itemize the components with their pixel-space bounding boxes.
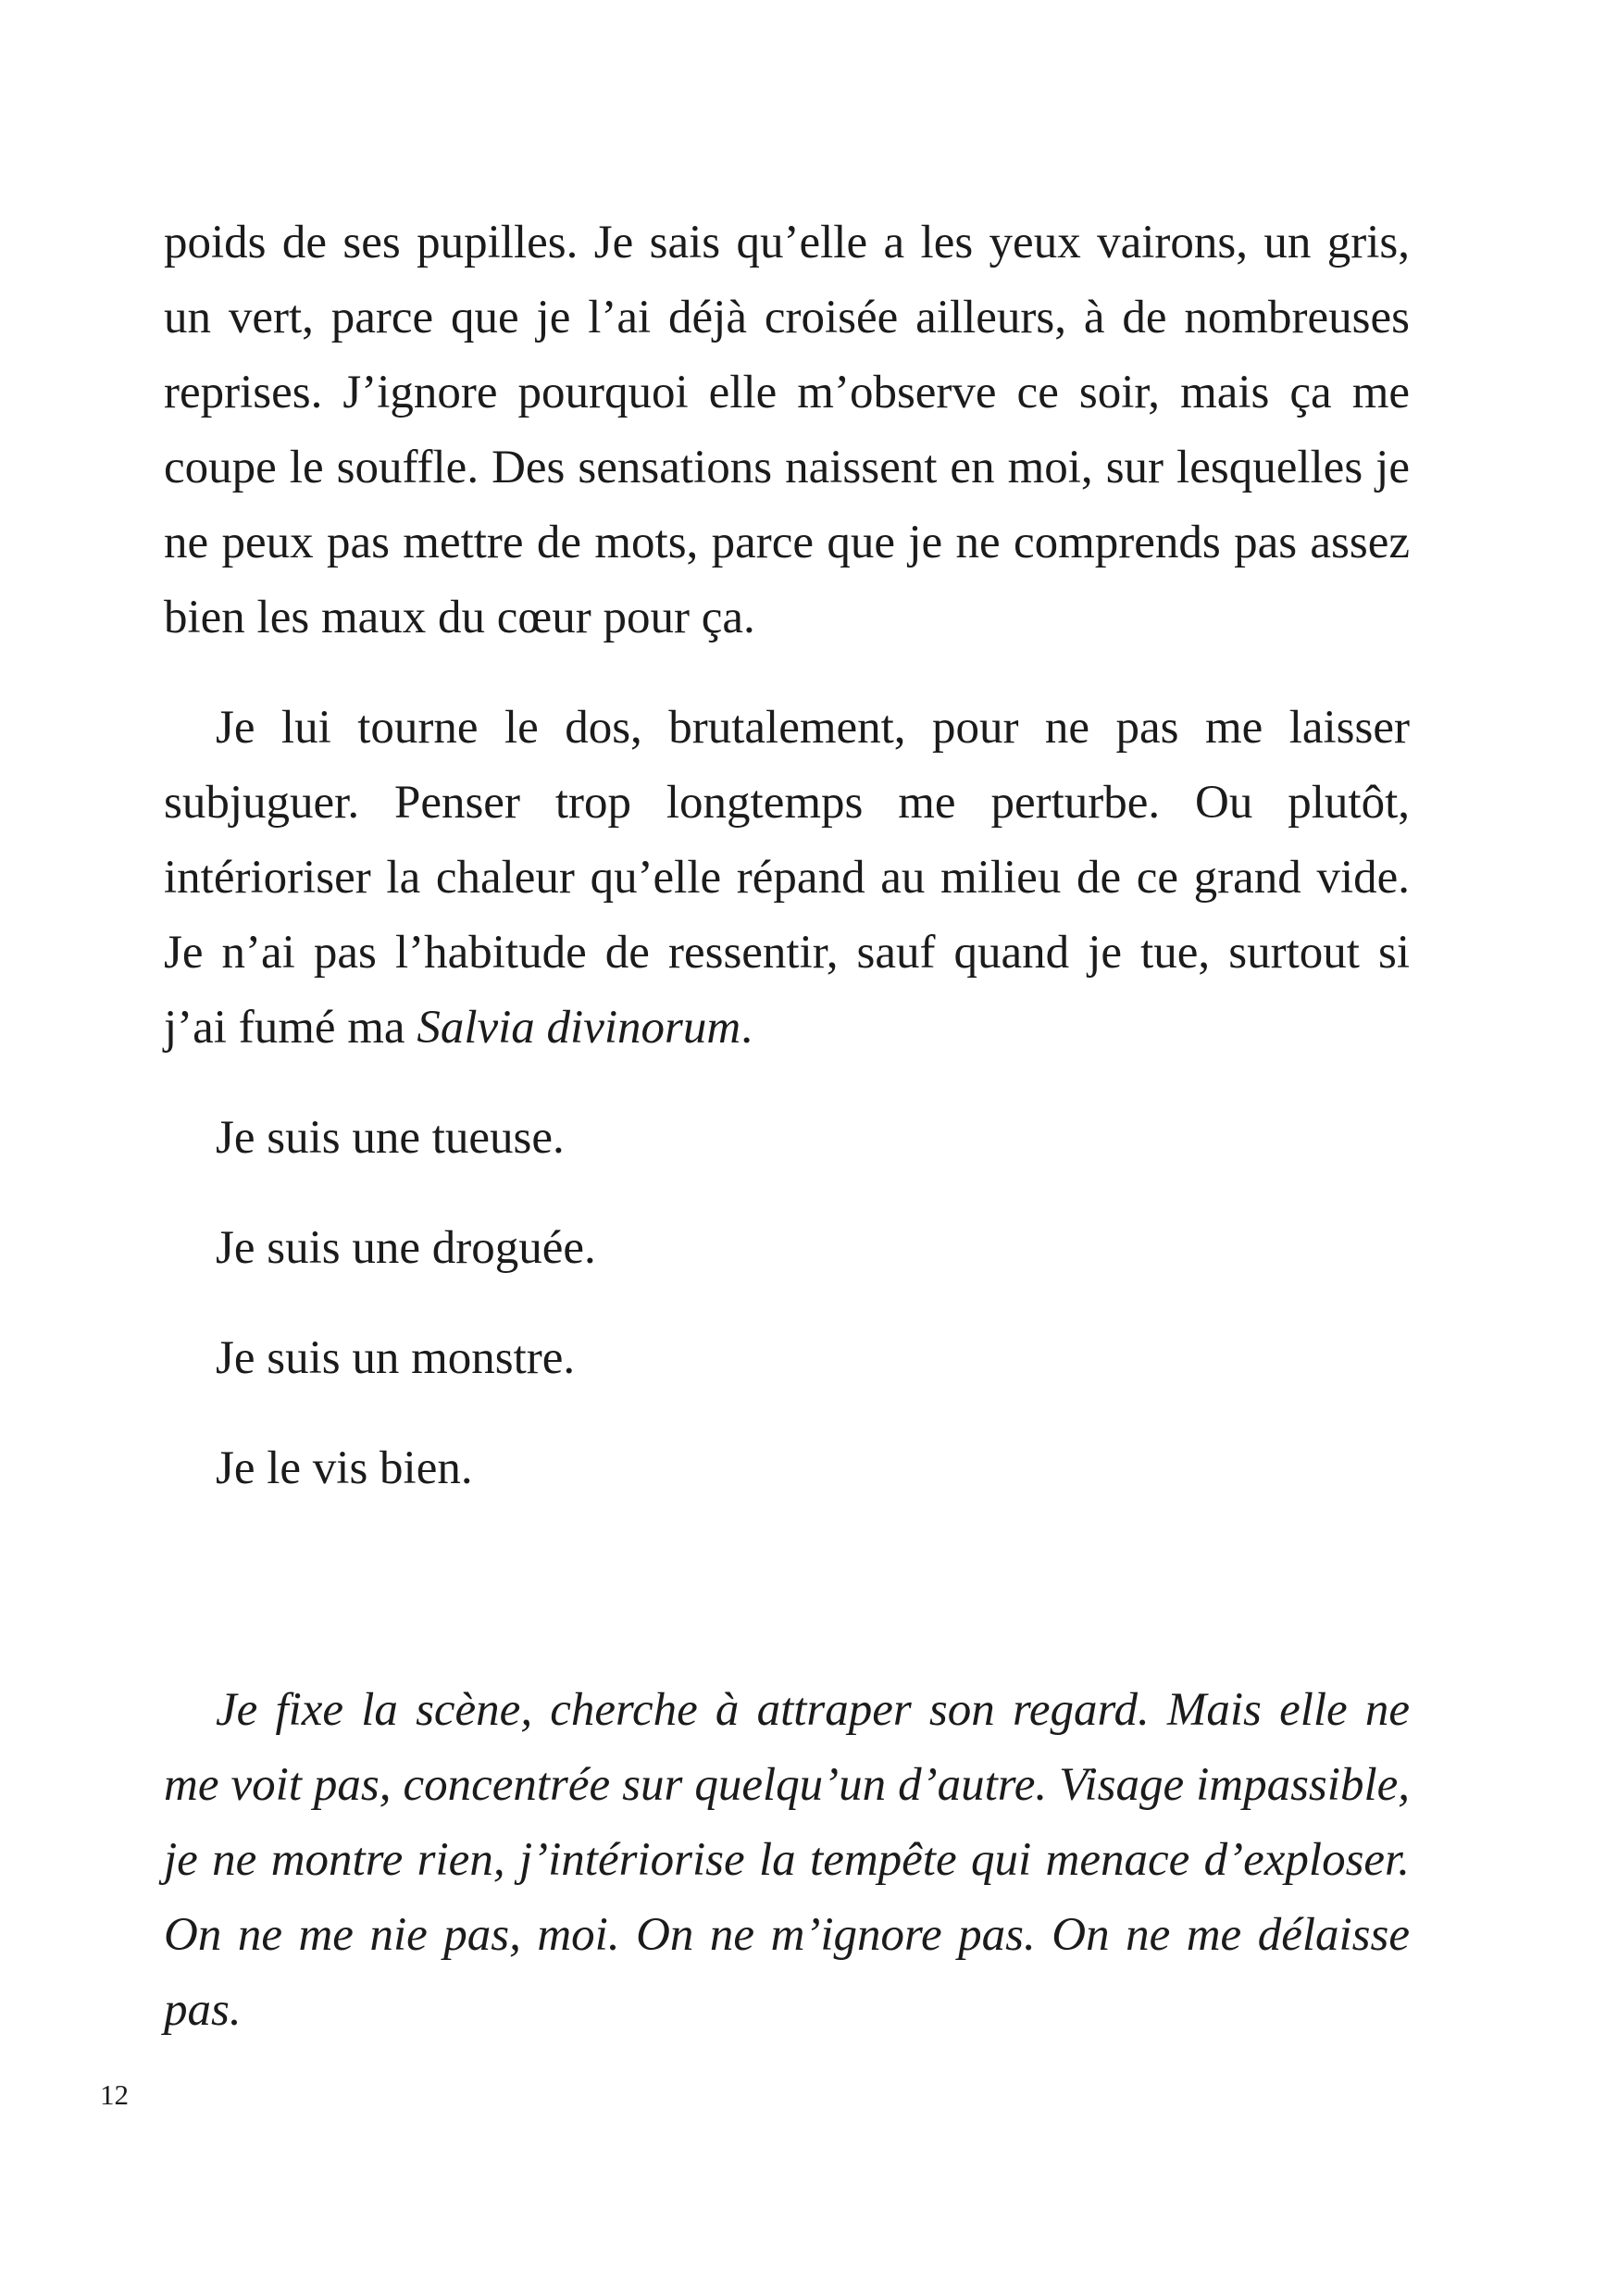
short-line-1: Je suis une tueuse. (216, 1112, 565, 1164)
italic-paragraph: Je fixe la scène, cherche à attraper son regard. Mais elle ne me voit pas, concentrée sur quelqu’un d’autre. Visage impassible, je ne montre rien, j’intériorise la tempête qui menace d’exploser. On ne me nie pas, moi. On ne m’ignore pas. On ne me délaisse pas. (164, 1684, 1410, 2036)
page-body (164, 206, 1410, 2048)
paragraph-1: poids de ses pupilles. Je sais qu’elle a les yeux vairons, un gris, un vert, parce que je l’ai déjà croisée ailleurs, à de nombreuses reprises. J’ignore pourquoi elle m’observe ce soir, mais ça me coupe le souffle. Des sensations naissent en moi, sur lesquelles je ne peux pas mettre de mots, parce que je ne comprends pas assez bien les maux du cœur pour ça. (164, 217, 1410, 643)
short-line-3: Je suis un monstre. (216, 1332, 576, 1384)
paragraph-2-end: . (741, 1002, 753, 1054)
short-line-4: Je le vis bien. (216, 1442, 473, 1494)
page-number: 12 (100, 2078, 129, 2111)
short-line-2: Je suis une droguée. (216, 1222, 596, 1274)
paragraph-2-text: Je lui tourne le dos, brutalement, pour ne pas me laisser subjuguer. Penser trop longtemps me perturbe. Ou plutôt, intérioriser la chaleur qu’elle répand au milieu de ce grand vide. Je n’ai pas l’habitude de ressentir, sauf quand je tue, surtout si j’ai fumé ma (164, 702, 1410, 1054)
paragraph-2-italic-term: Salvia divinorum (417, 1002, 741, 1054)
paragraph-2 (164, 691, 1410, 1066)
